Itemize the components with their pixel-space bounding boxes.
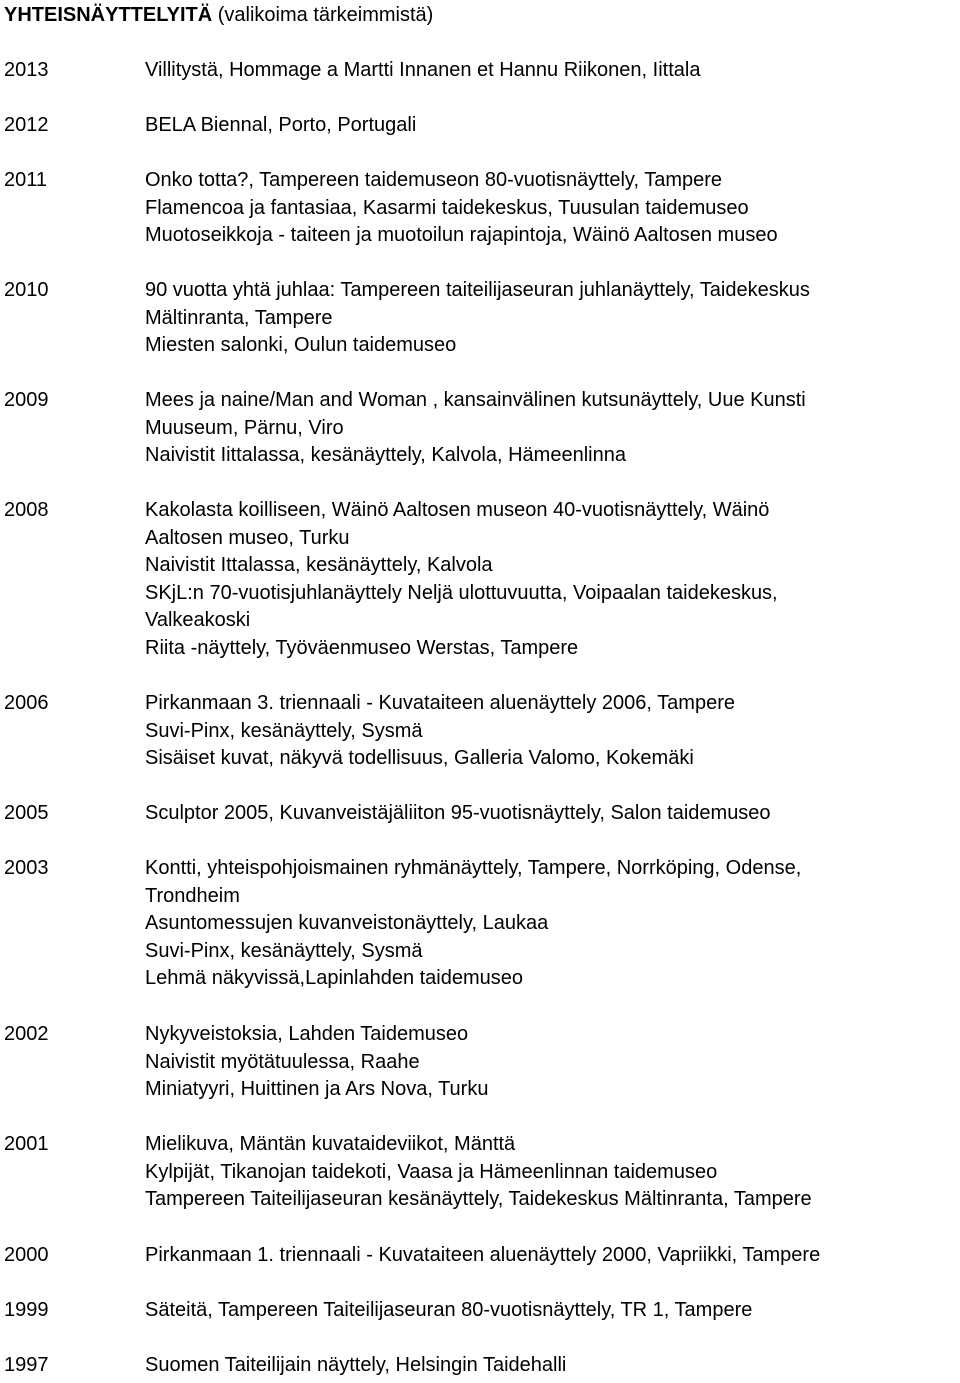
entry-year: 2011 bbox=[4, 169, 48, 191]
entry-year: 2006 bbox=[4, 692, 49, 714]
entry-year: 1999 bbox=[4, 1299, 49, 1321]
entry-line: Naivistit myötätuulessa, Raahe bbox=[145, 1050, 420, 1073]
entry-lines bbox=[145, 1242, 820, 1270]
entry-line: Suomen Taiteilijain näyttely, Helsingin Taidehalli bbox=[145, 1354, 567, 1376]
entry-line: Kylpijät, Tikanojan taidekoti, Vaasa ja Hämeenlinnan taidemuseo bbox=[145, 1160, 718, 1183]
entry-lines bbox=[145, 690, 735, 773]
entry-year: 2002 bbox=[4, 1023, 49, 1045]
entry-line: Asuntomessujen kuvanveistonäyttely, Laukaa bbox=[145, 912, 549, 934]
entry-year: 2009 bbox=[4, 389, 49, 411]
entry-lines bbox=[145, 497, 778, 662]
entry-year: 2012 bbox=[4, 114, 49, 136]
entry-line: Muuseum, Pärnu, Viro bbox=[145, 416, 344, 439]
entry-line: Lehmä näkyvissä,Lapinlahden taidemuseo bbox=[145, 967, 524, 989]
entry-lines bbox=[145, 800, 771, 828]
entry-lines bbox=[145, 167, 778, 250]
entry-line: Aaltosen museo, Turku bbox=[145, 526, 350, 549]
entry-line: Muotoseikkoja - taiteen ja muotoilun rajapintoja, Wäinö Aaltosen museo bbox=[145, 224, 778, 246]
entry-year: 1997 bbox=[4, 1354, 49, 1376]
entry-line: Riita -näyttely, Työväenmuseo Werstas, Tampere bbox=[145, 636, 579, 659]
entry-year: 2005 bbox=[4, 802, 49, 824]
entry-line: Valkeakoski bbox=[145, 609, 251, 631]
entry-line: Nykyveistoksia, Lahden Taidemuseo bbox=[145, 1023, 469, 1045]
entry-line: Tampereen Taiteilijaseuran kesänäyttely, Taidekeskus Mältinranta, Tampere bbox=[145, 1188, 812, 1210]
entry-year: 2013 bbox=[4, 59, 49, 81]
entry-year: 2010 bbox=[4, 279, 49, 301]
entry-line: Kakolasta koilliseen, Wäinö Aaltosen museon 40-vuotisnäyttely, Wäinö bbox=[145, 499, 770, 521]
entry-line: BELA Biennal, Porto, Portugali bbox=[145, 114, 417, 136]
entry-line: Flamencoa ja fantasiaa, Kasarmi taidekeskus, Tuusulan taidemuseo bbox=[145, 196, 749, 219]
page-heading bbox=[4, 2, 433, 29]
entry-line: Kontti, yhteispohjoismainen ryhmänäyttely, Tampere, Norrköping, Odense, bbox=[145, 857, 802, 879]
entry-line: Suvi-Pinx, kesänäyttely, Sysmä bbox=[145, 939, 423, 962]
entry-lines bbox=[145, 112, 416, 140]
entry-lines bbox=[145, 57, 700, 85]
entry-line: Suvi-Pinx, kesänäyttely, Sysmä bbox=[145, 719, 423, 742]
entry-line: Mielikuva, Mäntän kuvataideviikot, Mänttä bbox=[145, 1133, 516, 1155]
entry-line: Villitystä, Hommage a Martti Innanen et Hannu Riikonen, Iittala bbox=[145, 59, 701, 81]
entry-line: Onko totta?, Tampereen taidemuseon 80-vuotisnäyttely, Tampere bbox=[145, 169, 723, 191]
entry-lines bbox=[145, 277, 810, 360]
entry-line: Naivistit Ittalassa, kesänäyttely, Kalvola bbox=[145, 554, 493, 576]
entry-year: 2008 bbox=[4, 499, 49, 521]
entry-line: Naivistit Iittalassa, kesänäyttely, Kalvola, Hämeenlinna bbox=[145, 444, 626, 466]
entry-line: Sculptor 2005, Kuvanveistäjäliiton 95-vuotisnäyttely, Salon taidemuseo bbox=[145, 802, 771, 824]
entry-year: 2001 bbox=[4, 1133, 49, 1155]
entry-lines bbox=[145, 387, 806, 470]
heading-subtitle: (valikoima tärkeimmistä) bbox=[217, 4, 434, 26]
entry-lines bbox=[145, 1021, 488, 1104]
entry-year: 2003 bbox=[4, 857, 49, 879]
entry-lines bbox=[145, 1131, 812, 1214]
entry-line: Miesten salonki, Oulun taidemuseo bbox=[145, 334, 457, 356]
entry-lines bbox=[145, 855, 801, 993]
entry-line: 90 vuotta yhtä juhlaa: Tampereen taiteilijaseuran juhlanäyttely, Taidekeskus bbox=[145, 279, 810, 301]
entry-line: Sisäiset kuvat, näkyvä todellisuus, Galleria Valomo, Kokemäki bbox=[145, 747, 694, 769]
entry-line: Mees ja naine/Man and Woman , kansainvälinen kutsunäyttely, Uue Kunsti bbox=[145, 389, 806, 411]
entry-line: Miniatyyri, Huittinen ja Ars Nova, Turku bbox=[145, 1078, 489, 1100]
entry-lines bbox=[145, 1352, 566, 1380]
entry-line: Pirkanmaan 3. triennaali - Kuvataiteen aluenäyttely 2006, Tampere bbox=[145, 692, 735, 714]
heading-title: YHTEISNÄYTTELYITÄ bbox=[4, 4, 213, 26]
entry-year: 2000 bbox=[4, 1244, 49, 1266]
entry-line: Trondheim bbox=[145, 884, 240, 907]
entry-line: Säteitä, Tampereen Taiteilijaseuran 80-vuotisnäyttely, TR 1, Tampere bbox=[145, 1299, 753, 1321]
entry-line: SKjL:n 70-vuotisjuhlanäyttely Neljä ulottuvuutta, Voipaalan taidekeskus, bbox=[145, 581, 778, 604]
entry-line: Mältinranta, Tampere bbox=[145, 306, 333, 329]
entry-line: Pirkanmaan 1. triennaali - Kuvataiteen aluenäyttely 2000, Vapriikki, Tampere bbox=[145, 1244, 821, 1266]
entry-lines bbox=[145, 1297, 752, 1325]
